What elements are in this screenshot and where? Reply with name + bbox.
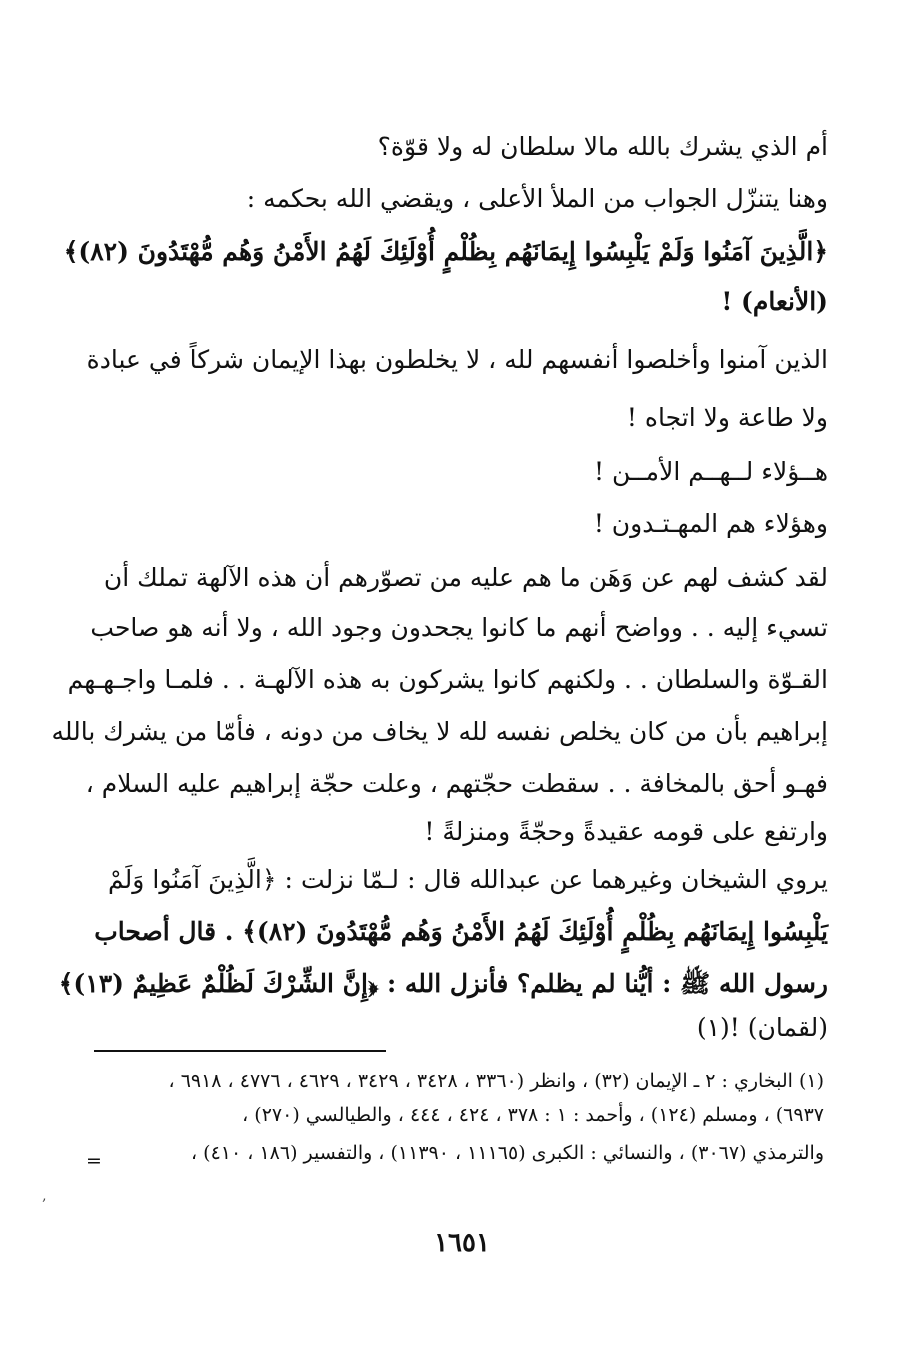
quran-verse: رسول الله ﷺ : أيُّنا لم يظلم؟ فأنزل الله : ﴿إِنَّ الشِّرْكَ لَظُلْمٌ عَظِيمٌ (١٣)﴾ (58, 969, 828, 998)
surah-reference: (لقمان) !(١) (696, 1013, 828, 1042)
text-line: القـوّة والسلطان . . ولكنهم كانوا يشركون به هذه الآلهـة . . فلمـا واجـهـهم (67, 665, 828, 694)
text-line: فهـو أحق بالمخافة . . سقطت حجّتهم ، وعلت حجّة إبراهيم عليه السلام ، (85, 769, 828, 798)
text-line: وهنا يتنزّل الجواب من الملأ الأعلى ، ويقضي الله بحكمه : (246, 184, 828, 213)
text-line: تسيء إليه . . وواضح أنهم ما كانوا يجحدون وجود الله ، ولا أنه هو صاحب (90, 613, 828, 642)
text-line: يروي الشيخان وغيرهما عن عبدالله قال : لـمّا نزلت : ﴿الَّذِينَ آمَنُوا وَلَمْ (108, 865, 828, 894)
footnote-continuation-mark: = (86, 1150, 102, 1172)
surah-reference: (الأنعام) ! (721, 287, 828, 316)
page-number: ١٦٥١ (434, 1228, 490, 1258)
speck-mark: ‚ (42, 1188, 47, 1204)
footnote-line: والترمذي (٣٠٦٧) ، والنسائي : الكبرى (١١١٦٥ ، ١١٣٩٠) ، والتفسير (١٨٦ ، ٤١٠) ، (191, 1142, 824, 1164)
footnote-line: (١) البخاري : ٢ ـ الإيمان (٣٢) ، وانظر (٣٣٦٠ ، ٣٤٢٨ ، ٣٤٢٩ ، ٤٦٢٩ ، ٤٧٧٦ ، ٦٩١٨ ، (168, 1070, 824, 1092)
text-line: هــؤلاء لــهــم الأمــن ! (594, 457, 828, 486)
text-line: إبراهيم بأن من كان يخلص نفسه لله لا يخاف من دونه ، فأمّا من يشرك بالله (51, 717, 828, 746)
text-line: أم الذي يشرك بالله مالا سلطان له ولا قوّة؟ (377, 132, 828, 161)
text-line: وارتفع على قومه عقيدةً وحجّةً ومنزلةً ! (424, 817, 828, 846)
text-line: ولا طاعة ولا اتجاه ! (626, 403, 828, 432)
text-line: الذين آمنوا وأخلصوا أنفسهم لله ، لا يخلطون بهذا الإيمان شركاً في عبادة (86, 345, 828, 374)
text-line: لقد كشف لهم عن وَهَن ما هم عليه من تصوّرهم أن هذه الآلهة تملك أن (103, 563, 828, 592)
quran-verse: يَلْبِسُوا إِيمَانَهُم بِظُلْمٍ أُوْلَئِكَ لَهُمُ الأَمْنُ وَهُم مُّهْتَدُونَ (٨٢)﴾ . قال أصحاب (94, 917, 828, 946)
text-line: وهؤلاء هم المهـتـدون ! (593, 509, 828, 538)
footnote-line: ٦٩٣٧) ، ومسلم (١٢٤) ، وأحمد : ١ : ٣٧٨ ، ٤٢٤ ، ٤٤٤ ، والطيالسي (٢٧٠) ، (242, 1104, 824, 1126)
footnote-divider (94, 1050, 386, 1052)
quran-verse: ﴿الَّذِينَ آمَنُوا وَلَمْ يَلْبِسُوا إِيمَانَهُم بِظُلْمٍ أُوْلَئِكَ لَهُمُ الأَمْنُ وَهُم مُّهْتَدُونَ (٨٢)﴾ (63, 237, 828, 266)
